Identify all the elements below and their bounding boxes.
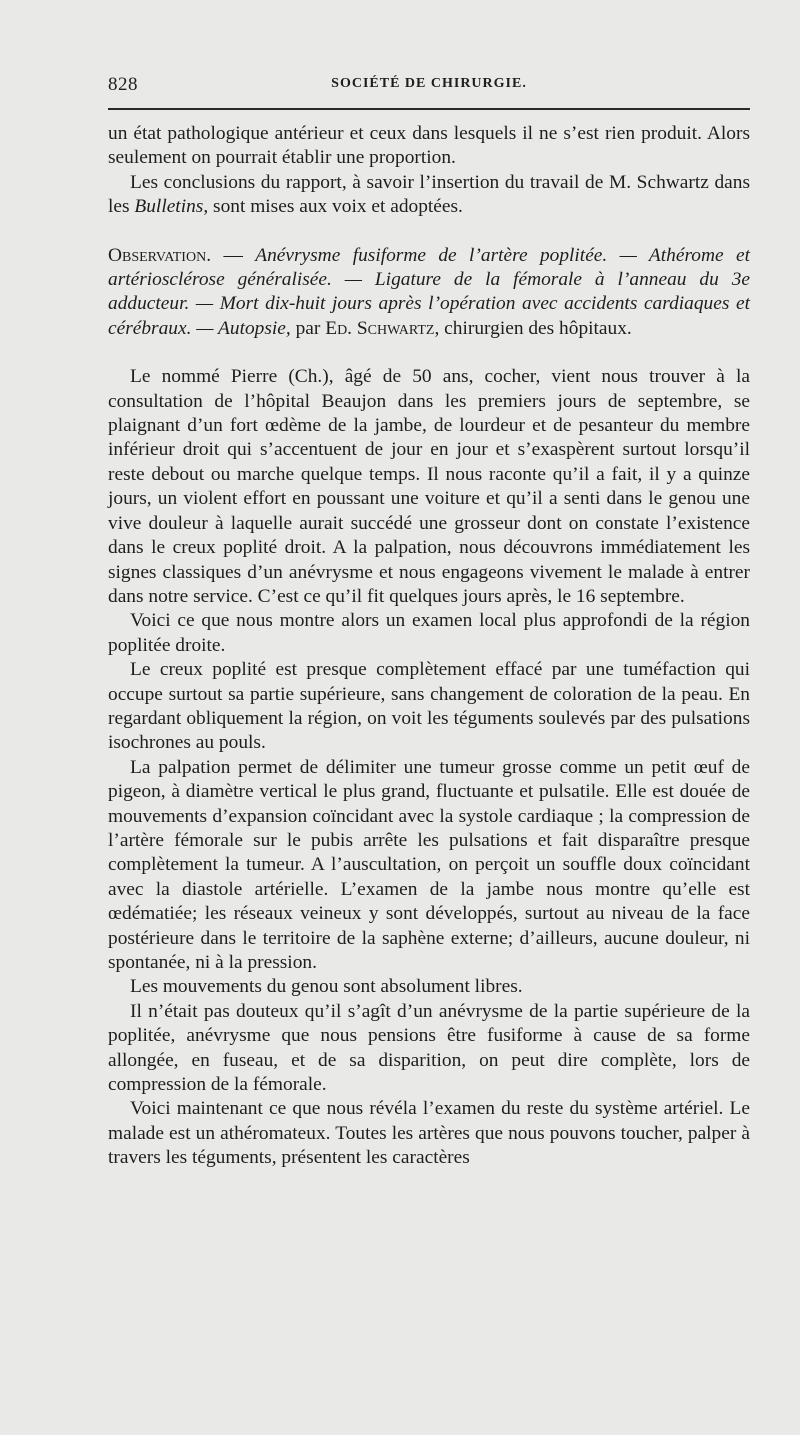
observation-title: Anévrysme fusiforme de l’artère poplitée. — Athérome et artériosclérose généralisée. — Ligature de la fémorale à l’anneau du 3e adducteur. — Mort dix-huit jours après l’opération avec accidents cardiaques et cérébraux. — Autopsie, (108, 244, 750, 339)
paragraph-conclusions (108, 171, 750, 220)
paragraph: La palpation permet de délimiter une tumeur grosse comme un petit œuf de pigeon, à diamètre vertical le plus grand, fluctuante et pulsatile. Elle est douée de mouvements d’expansion coïncidant avec la systole cardiaque ; la compression de l’artère fémorale sur le pubis arrête les pulsations et fait disparaître presque complètement la tumeur. A l’auscultation, on perçoit un souffle doux coïncidant avec la diastole artérielle. L’examen de la jambe nous montre qu’elle est œdématiée; les réseaux veineux y sont développés, surtout au niveau de la face postérieure dans le territoire de la saphène externe; d’ailleurs, aucune douleur, ni spontanée, ni à la pression. (108, 756, 750, 973)
body-text (108, 122, 750, 1171)
text-run: par (290, 317, 326, 339)
observation-author: Ed. Schwartz (325, 317, 435, 339)
paragraph: Le nommé Pierre (Ch.), âgé de 50 ans, cocher, vient nous trouver à la consultation de l’hôpital Beaujon dans les premiers jours de septembre, se plaignant d’un fort œdème de la jambe, de lourdeur et de pesanteur du membre inférieur droit qui s’accentuent de jour en jour et s’exaspèrent surtout lorsqu’il reste debout ou marche quelque temps. Il nous raconte qu’il a fait, il y a quinze jours, un violent effort en poussant une voiture et qu’il a senti dans le genou une vive douleur à laquelle aurait succédé une grosseur dont on constate l’existence dans le creux poplité droit. A la palpation, nous découvrons immédiatement les signes classiques d’un anévrysme et nous engageons vivement le malade à entrer dans notre service. C’est ce qu’il fit quelques jours après, le 16 septembre. (108, 366, 750, 607)
paragraph: Voici maintenant ce que nous révéla l’examen du reste du système artériel. Le malade est un athéromateux. Toutes les artères que nous pouvons toucher, palper à travers les téguments, présentent les caractères (108, 1098, 750, 1169)
observation-heading (108, 244, 750, 342)
paragraph: un état pathologique antérieur et ceux dans lesquels il ne s’est rien produit. Alors seulement on pourrait établir une proportion. (108, 123, 750, 169)
running-title: SOCIÉTÉ DE CHIRURGIE. (331, 76, 527, 91)
observation-label: Observation. (108, 244, 212, 266)
text-run: Les conclusions du rapport, à savoir l’insertion du travail de M. Schwartz dans les (108, 171, 750, 218)
text-run: , sont mises aux voix et adoptées. (203, 196, 463, 218)
spacer (108, 220, 750, 244)
paragraph: Voici ce que nous montre alors un examen local plus approfondi de la région poplitée droite. (108, 610, 750, 656)
dash: — (211, 244, 256, 266)
text-run: , chirurgien des hôpitaux. (434, 317, 632, 339)
header-rule (108, 108, 750, 110)
paragraph: Les mouvements du genou sont absolument libres. (130, 976, 523, 998)
spacer (108, 341, 750, 365)
page-number: 828 (108, 74, 138, 95)
italic-bulletins: Bulletins (134, 196, 204, 218)
paragraph: Il n’était pas douteux qu’il s’agît d’un anévrysme de la partie supérieure de la poplitée, anévrysme que nous pensions être fusiforme à cause de sa forme allongée, en fuseau, et de sa disparition, on peut dire complète, lors de compression de la fémorale. (108, 1000, 750, 1096)
page-header (108, 70, 750, 98)
paragraph: Le creux poplité est presque complètement effacé par une tuméfaction qui occupe surtout sa partie supérieure, sans changement de coloration de la peau. En regardant obliquement la région, on voit les téguments soulevés par des pulsations isochrones au pouls. (108, 659, 750, 754)
